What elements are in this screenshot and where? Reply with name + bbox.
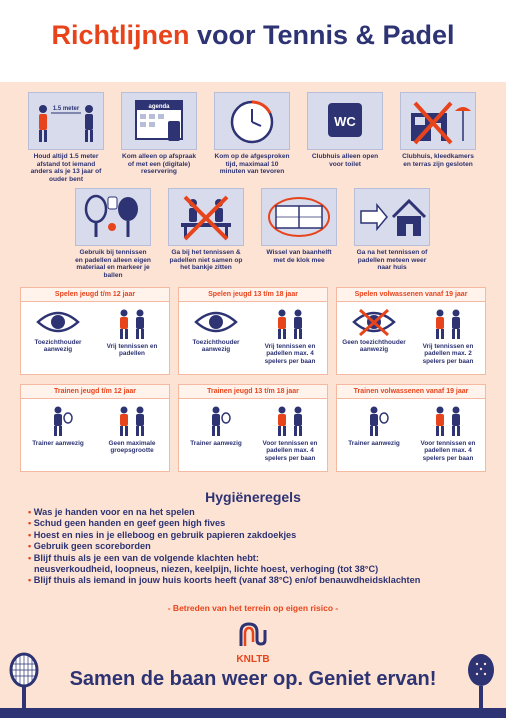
- trainer-icon: [36, 405, 80, 437]
- box-spelen-volwassenen: [336, 287, 486, 375]
- bottom-bar: [0, 708, 506, 718]
- court-switch-icon: [261, 188, 337, 246]
- box-title: Trainen volwassenen vanaf 19 jaar: [337, 385, 485, 399]
- players-icon: [426, 308, 470, 340]
- players-icon: [268, 405, 312, 437]
- page-title: [0, 20, 506, 51]
- card-on-time: [214, 92, 290, 176]
- eye-crossed-icon: [352, 308, 396, 336]
- card-caption: Clubhuis, kleedkamers en terras zijn gesloten: [402, 153, 474, 168]
- rule-item: • Schud geen handen en geef geen high fives: [28, 518, 226, 529]
- card-caption: Kom op de afgesproken tijd, maximaal 10 minuten van tevoren: [214, 153, 290, 176]
- box-title: Spelen volwassenen vanaf 19 jaar: [337, 288, 485, 302]
- players-icon: [110, 308, 154, 340]
- box-left-caption: Geen toezichthouder aanwezig: [342, 339, 406, 354]
- distance-icon: [28, 92, 104, 150]
- box-title: Spelen jeugd 13 t/m 18 jaar: [179, 288, 327, 302]
- card-caption: Kom alleen op afspraak of met een (digitale) reservering: [121, 153, 197, 176]
- no-bench-icon: [168, 188, 244, 246]
- box-left-caption: Trainer aanwezig: [32, 440, 84, 447]
- card-caption: Wissel van baanhelft met de klok mee: [266, 249, 332, 264]
- clock-icon: [214, 92, 290, 150]
- card-caption: Gebruik bij tennissen en padellen alleen eigen materiaal en markeer je ballen: [75, 249, 151, 279]
- rule-item: • Gebruik geen scoreborden: [28, 541, 151, 552]
- knltb-logo-icon: [235, 622, 271, 648]
- box-title: Trainen jeugd 13 t/m 18 jaar: [179, 385, 327, 399]
- box-right-caption: Vrij tennissen en padellen max. 2 spelers per baan: [422, 343, 474, 365]
- wc-icon: [307, 92, 383, 150]
- card-own-equipment: [75, 188, 151, 279]
- knltb-logo: [228, 622, 278, 665]
- box-right-caption: Geen maximale groepsgrootte: [108, 440, 156, 455]
- rule-item: • Hoest en nies in je elleboog en gebruik papieren zakdoekjes: [28, 529, 297, 540]
- card-clubhouse-closed: [400, 92, 476, 168]
- rule-item: • Blijf thuis als iemand in jouw huis koorts heeft (vanaf 38°C) en/of benauwdheidsklachten: [28, 575, 421, 586]
- box-title: Trainen jeugd t/m 12 jaar: [21, 385, 169, 399]
- go-home-icon: [354, 188, 430, 246]
- card-distance: [28, 92, 104, 183]
- trainer-icon: [194, 405, 238, 437]
- card-no-bench: [168, 188, 244, 272]
- box-left-caption: Toezichthouder aanwezig: [34, 339, 82, 354]
- players-icon: [268, 308, 312, 340]
- title-rest: voor Tennis & Padel: [196, 20, 455, 50]
- box-trainen-volwassenen: [336, 384, 486, 472]
- trainer-icon: [352, 405, 396, 437]
- title-highlight: Richtlijnen: [51, 20, 190, 50]
- calendar-icon: [121, 92, 197, 150]
- distance-label: 1.5 meter: [52, 106, 80, 112]
- card-court-switch: [261, 188, 337, 264]
- box-left-caption: Trainer aanwezig: [190, 440, 242, 447]
- card-caption: Ga na het tennissen of padellen meteen weer naar huis: [356, 249, 428, 272]
- own-equipment-icon: [75, 188, 151, 246]
- box-right-caption: Vrij tennissen en padellen max. 4 spelers per baan: [264, 343, 316, 365]
- box-trainen-jeugd-13-18: [178, 384, 328, 472]
- box-right-caption: Voor tennissen en padellen max. 4 spelers per baan: [262, 440, 318, 462]
- players-icon: [426, 405, 470, 437]
- clubhouse-closed-icon: [400, 92, 476, 150]
- calendar-label: agenda: [148, 104, 170, 110]
- card-reservation: [121, 92, 197, 176]
- box-right-caption: Voor tennissen en padellen max. 4 spelers per baan: [420, 440, 476, 462]
- box-spelen-jeugd-13-18: [178, 287, 328, 375]
- hygiene-rules: [28, 507, 498, 587]
- rule-item-continued: neusverkoudheid, loopneus, niezen, keelpijn, lichte hoest, verhoging (tot 38°C): [34, 564, 379, 575]
- eye-icon: [36, 308, 80, 336]
- box-left-caption: Toezichthouder aanwezig: [192, 339, 240, 354]
- rule-item: • Blijf thuis als je een van de volgende klachten hebt:: [28, 552, 259, 563]
- box-trainen-jeugd-12: [20, 384, 170, 472]
- card-toilet: [307, 92, 383, 168]
- wc-label: WC: [334, 114, 356, 129]
- card-caption: Ga bij het tennissen & padellen niet samen op het bankje zitten: [169, 249, 243, 272]
- slogan: Samen de baan weer op. Geniet ervan!: [69, 668, 437, 690]
- players-icon: [110, 405, 154, 437]
- card-go-home: [354, 188, 430, 272]
- box-left-caption: Trainer aanwezig: [348, 440, 400, 447]
- box-right-caption: Vrij tennissen en padellen: [106, 343, 158, 358]
- eye-icon: [194, 308, 238, 336]
- card-caption: Clubhuis alleen open voor toilet: [311, 153, 379, 168]
- box-spelen-jeugd-12: [20, 287, 170, 375]
- box-title: Spelen jeugd t/m 12 jaar: [21, 288, 169, 302]
- card-caption: Houd altijd 1.5 meter afstand tot iemand anders als je 13 jaar of ouder bent: [30, 153, 102, 183]
- brand-name: KNLTB: [236, 654, 270, 665]
- rule-item: • Was je handen voor en na het spelen: [28, 507, 195, 517]
- risk-notice: - Betreden van het terrein op eigen risico -: [167, 603, 339, 613]
- hygiene-title: Hygiëneregels: [205, 489, 301, 505]
